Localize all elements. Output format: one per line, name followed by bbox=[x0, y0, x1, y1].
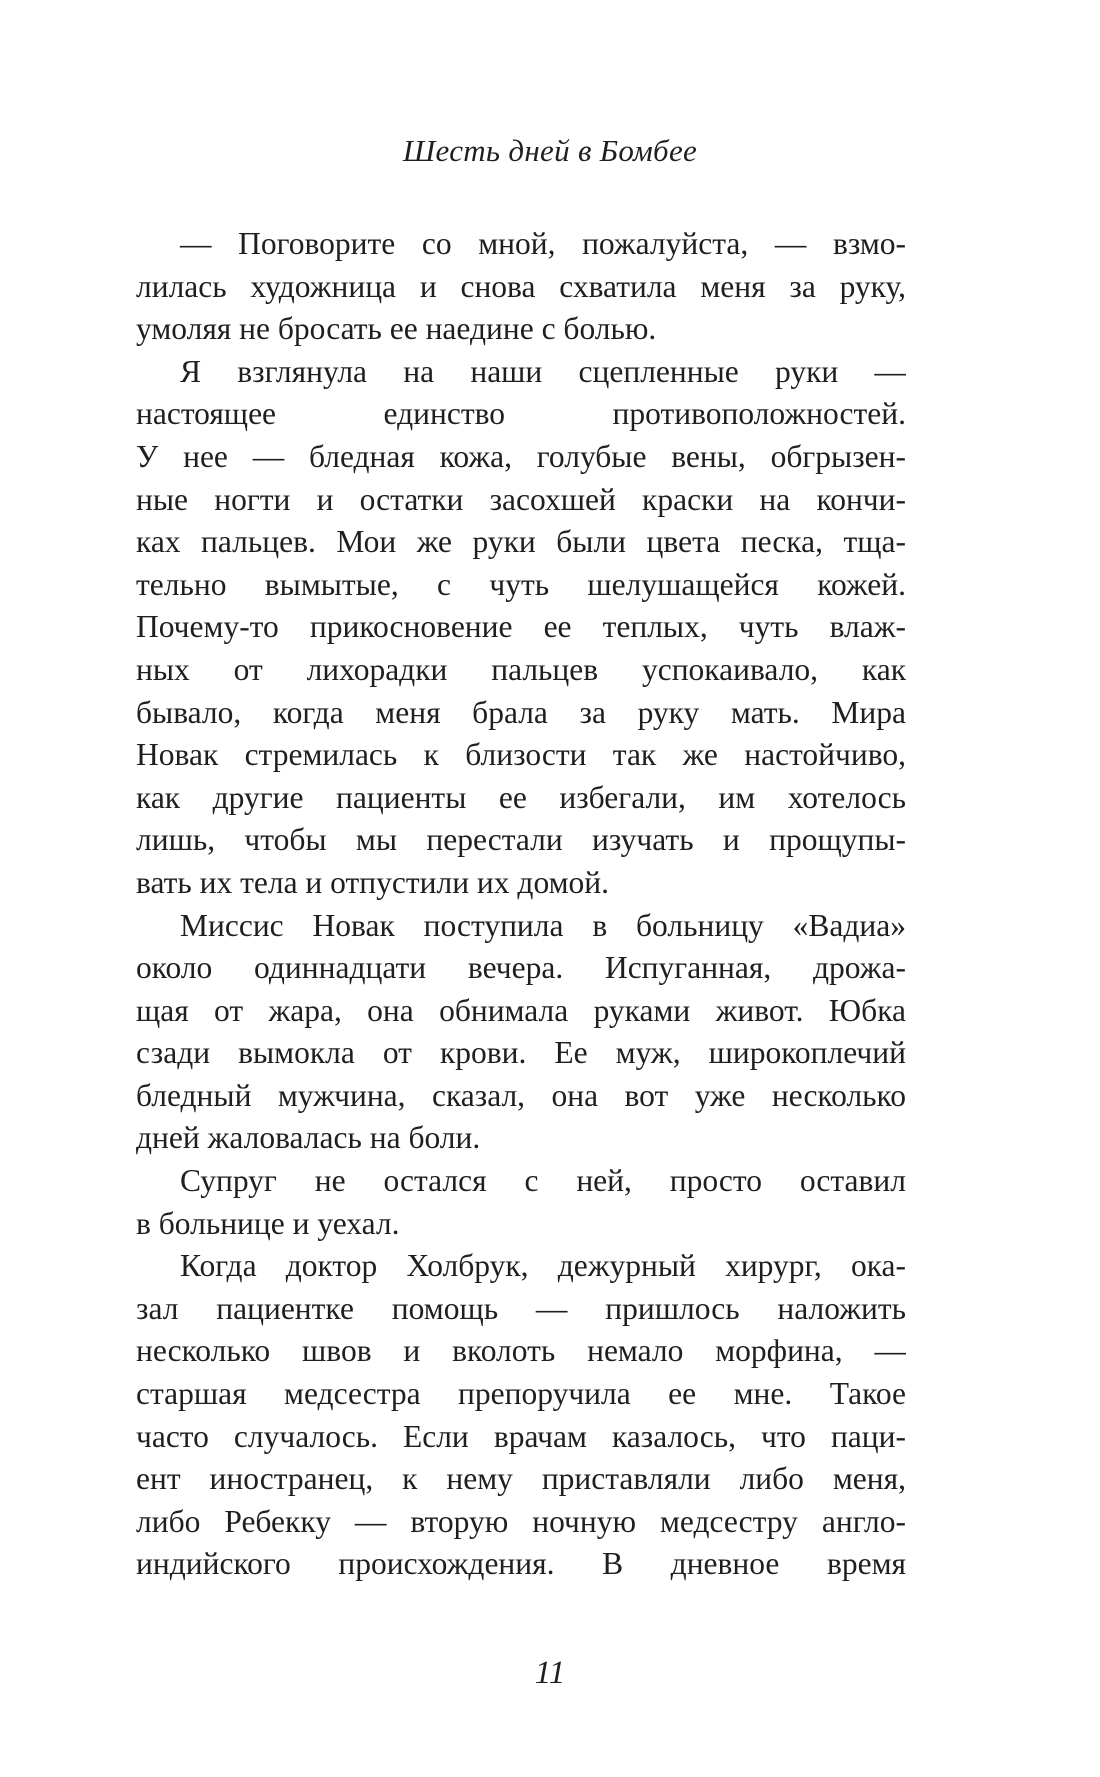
paragraph-line: часто случалось. Если врачам казалось, что паци- bbox=[136, 1418, 906, 1454]
paragraph-line: дней жаловалась на боли. bbox=[136, 1120, 481, 1156]
paragraph-line: как другие пациенты ее избегали, им хотелось bbox=[136, 779, 906, 815]
body-text bbox=[136, 223, 906, 1586]
paragraph-line: умоляя не бросать ее наедине с болью. bbox=[136, 311, 657, 347]
paragraph-line: щая от жара, она обнимала руками живот. Юбка bbox=[136, 992, 906, 1028]
paragraph-first-line: Я взглянула на наши сцепленные руки — bbox=[180, 353, 906, 389]
paragraph-line: бледный мужчина, сказал, она вот уже несколько bbox=[136, 1077, 906, 1113]
paragraph-first-line: Когда доктор Холбрук, дежурный хирург, ока- bbox=[180, 1248, 906, 1284]
paragraph-line: либо Ребекку — вторую ночную медсестру англо- bbox=[136, 1503, 906, 1539]
paragraph-line: Почему-то прикосновение ее теплых, чуть влаж- bbox=[136, 609, 906, 645]
paragraph-line: ных от лихорадки пальцев успокаивало, как bbox=[136, 651, 906, 687]
paragraph-line: Новак стремилась к близости так же настойчиво, bbox=[136, 737, 906, 773]
paragraph-line: настоящее единство противоположностей. bbox=[136, 396, 906, 432]
paragraph-line: зал пациентке помощь — пришлось наложить bbox=[136, 1290, 906, 1326]
paragraph-line: У нее — бледная кожа, голубые вены, обгрызен- bbox=[136, 438, 906, 474]
paragraph-line: ные ногти и остатки засохшей краски на кончи- bbox=[136, 481, 906, 517]
running-header: Шесть дней в Бомбее bbox=[402, 133, 698, 168]
paragraph-first-line: Супруг не остался с ней, просто оставил bbox=[180, 1163, 906, 1199]
paragraph-line: старшая медсестра препоручила ее мне. Такое bbox=[136, 1376, 906, 1412]
paragraph-line: около одиннадцати вечера. Испуганная, дрожа- bbox=[136, 950, 906, 986]
paragraph-line: тельно вымытые, с чуть шелушащейся кожей. bbox=[136, 566, 906, 602]
paragraph-line: лилась художница и снова схватила меня за руку, bbox=[136, 268, 906, 304]
paragraph-line: индийского происхождения. В дневное время bbox=[136, 1546, 906, 1582]
paragraph-line: ент иностранец, к нему приставляли либо меня, bbox=[136, 1461, 906, 1497]
paragraph-line: в больнице и уехал. bbox=[136, 1205, 400, 1241]
paragraph-line: ках пальцев. Мои же руки были цвета песка, тща- bbox=[136, 524, 906, 560]
paragraph-line: вать их тела и отпустили их домой. bbox=[136, 864, 610, 900]
paragraph-line: бывало, когда меня брала за руку мать. Мира bbox=[136, 694, 906, 730]
paragraph-line: лишь, чтобы мы перестали изучать и прощупы- bbox=[136, 822, 906, 858]
page-number: 11 bbox=[534, 1655, 566, 1691]
paragraph-first-line: — Поговорите со мной, пожалуйста, — взмо- bbox=[180, 226, 906, 261]
paragraph-line: сзади вымокла от крови. Ее муж, широкоплечий bbox=[136, 1035, 906, 1071]
paragraph-line: несколько швов и вколоть немало морфина, — bbox=[136, 1333, 906, 1369]
paragraph-first-line: Миссис Новак поступила в больницу «Вадиа» bbox=[180, 907, 906, 943]
